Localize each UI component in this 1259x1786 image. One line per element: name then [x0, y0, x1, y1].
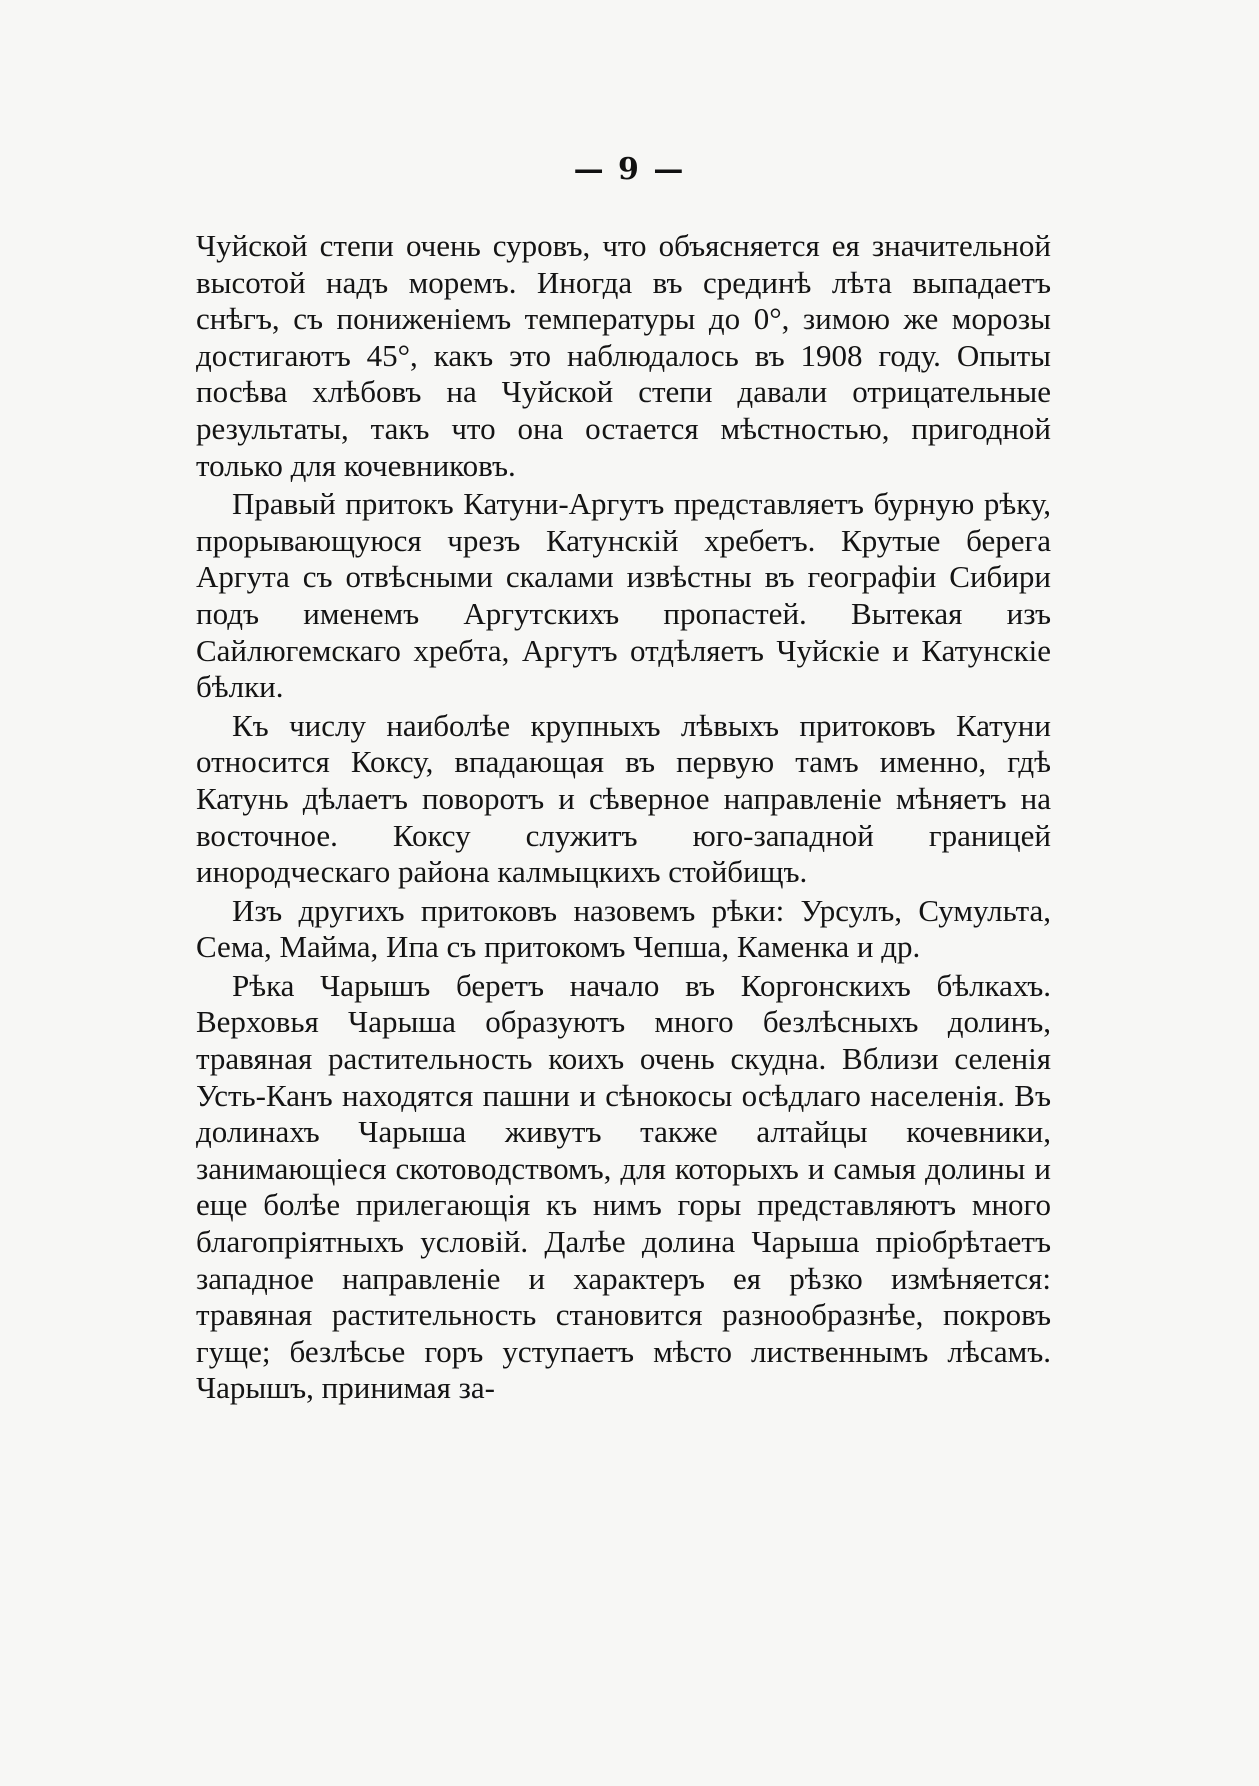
paragraph-4: Изъ другихъ притоковъ назовемъ рѣки: Урсулъ, Сумульта, Сема, Майма, Ипа съ притокомъ Чепша, Каменка и др.	[196, 892, 1051, 965]
body-text	[196, 228, 1051, 1407]
paragraph-2: Правый притокъ Катуни-Аргутъ представляетъ бурную рѣку, прорывающуюся чрезъ Катунскій хребетъ. Крутые берега Аргута съ отвѣсными скалами извѣстны въ географіи Сибири подъ именемъ Аргутскихъ пропастей. Вытекая изъ Сайлюгемскаго хребта, Аргутъ отдѣляетъ Чуйскіе и Катунскіе бѣлки.	[196, 486, 1051, 705]
paragraph-1: Чуйской степи очень суровъ, что объясняется ея значительной высотой надъ моремъ. Иногда въ срединѣ лѣта выпадаетъ снѣгъ, съ пониженіемъ температуры до 0°, зимою же морозы достигаютъ 45°, какъ это наблюдалось въ 1908 году. Опыты посѣва хлѣбовъ на Чуйской степи давали отрицательные результаты, такъ что она остается мѣстностью, пригодной только для кочевниковъ.	[196, 228, 1051, 483]
page-number: — 9 —	[573, 152, 686, 187]
paragraph-3: Къ числу наиболѣе крупныхъ лѣвыхъ притоковъ Катуни относится Коксу, впадающая въ первую тамъ именно, гдѣ Катунь дѣлаетъ поворотъ и сѣверное направленіе мѣняетъ на восточное. Коксу служитъ юго-западной границей инородческаго района калмыцкихъ стойбищъ.	[196, 707, 1051, 890]
paragraph-5: Рѣка Чарышъ беретъ начало въ Коргонскихъ бѣлкахъ. Верховья Чарыша образуютъ много безлѣсныхъ долинъ, травяная растительность коихъ очень скудна. Вблизи селенія Усть-Канъ находятся пашни и сѣнокосы осѣдлаго населенія. Въ долинахъ Чарыша живутъ также алтайцы кочевники, занимающіеся скотоводствомъ, для которыхъ и самыя долины и еще болѣе прилегающія къ нимъ горы представляютъ много благопріятныхъ условій. Далѣе долина Чарыша пріобрѣтаетъ западное направленіе и характеръ ея рѣзко измѣняется: травяная растительность становится разнообразнѣе, покровъ гуще; безлѣсье горъ уступаетъ мѣсто лиственнымъ лѣсамъ. Чарышъ, принимая за-	[196, 967, 1051, 1406]
